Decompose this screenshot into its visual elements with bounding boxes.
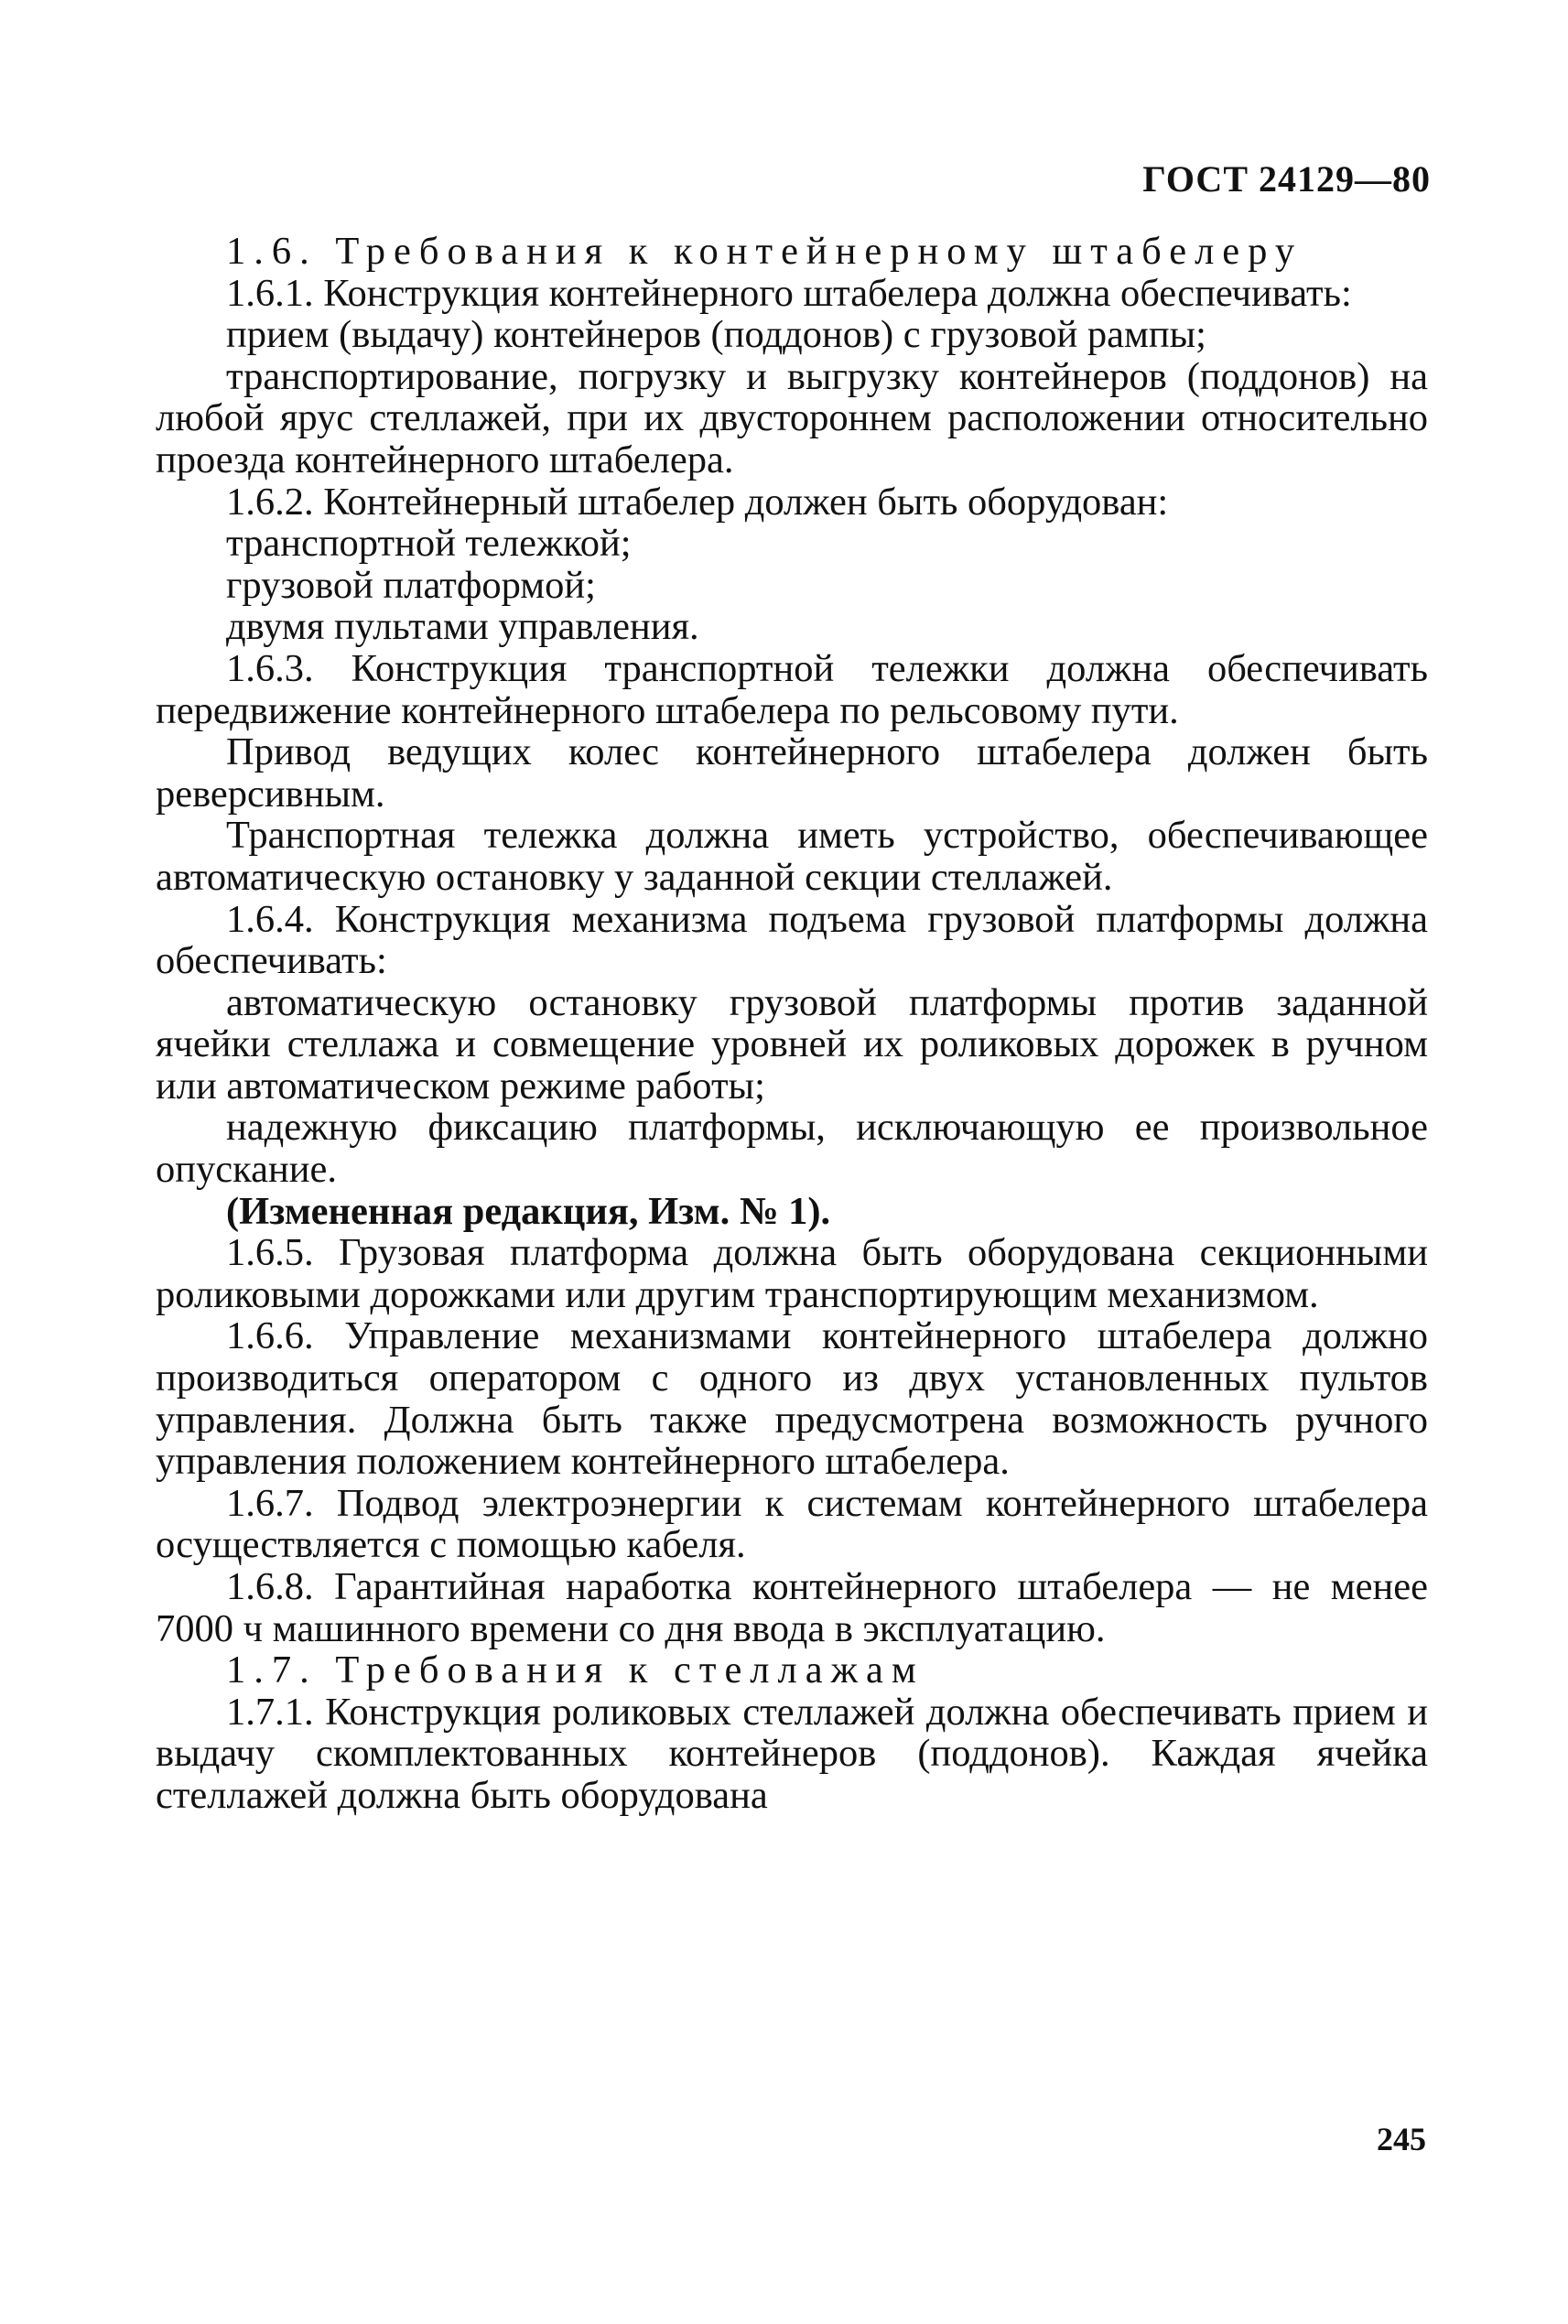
paragraph-1-6-4: 1.6.4. Конструкция механизма подъема грузовой платформы должна обеспечивать: <box>156 897 1428 983</box>
document-body <box>156 231 1428 1817</box>
paragraph-1-6-2: 1.6.2. Контейнерный штабелер должен быть оборудован: <box>226 480 1169 524</box>
list-item-platform: грузовой платформой; <box>226 563 596 607</box>
paragraph-1-6-3: 1.6.3. Конструкция транспортной тележки должна обеспечивать передвижение контейнерного штабелера по рельсовому пути. <box>156 646 1428 732</box>
paragraph-1-6-1: 1.6.1. Конструкция контейнерного штабелера должна обеспечивать: <box>226 271 1352 315</box>
section-heading-1-7: 1.7. Требования к стеллажам <box>226 1648 925 1692</box>
section-heading-1-6: 1.6. Требования к контейнерному штабелеру <box>226 230 1303 273</box>
paragraph-trolley-device: Транспортная тележка должна иметь устройство, обеспечивающее автоматическую остановку у заданной секции стеллажей. <box>156 814 1428 899</box>
amendment-note: (Измененная редакция, Изм. № 1). <box>226 1189 831 1233</box>
paragraph-1-6-7: 1.6.7. Подвод электроэнергии к системам контейнерного штабелера осуществляется с помощью кабеля. <box>156 1481 1428 1567</box>
paragraph-1-7-1: 1.7.1. Конструкция роликовых стеллажей должна обеспечивать прием и выдачу скомплектованных контейнеров (поддонов). Каждая ячейка стеллажей должна быть оборудована <box>156 1690 1428 1817</box>
page-number: 245 <box>1377 2121 1426 2157</box>
paragraph-1-6-5: 1.6.5. Грузовая платформа должна быть оборудована секционными роликовыми дорожками или другим транспортирующим механизмом. <box>156 1231 1428 1316</box>
list-item-fixation: надежную фиксацию платформы, исключающую ее произвольное опускание. <box>156 1106 1428 1192</box>
list-item-reception: прием (выдачу) контейнеров (поддонов) с грузовой рампы; <box>226 313 1206 357</box>
list-item-control-panels: двумя пультами управления. <box>226 605 699 649</box>
document-code-header: ГОСТ 24129—80 <box>1142 158 1431 200</box>
paragraph-1-6-8: 1.6.8. Гарантийная наработка контейнерного штабелера — не менее 7000 ч машинного времени со дня ввода в эксплуатацию. <box>156 1565 1428 1650</box>
paragraph-drive: Привод ведущих колес контейнерного штабелера должен быть реверсивным. <box>156 730 1428 816</box>
list-item-auto-stop: автоматическую остановку грузовой платформы против заданной ячейки стеллажа и совмещение уровней их роликовых дорожек в ручном или автоматическом режиме работы; <box>156 980 1428 1108</box>
list-item-transport: транспортирование, погрузку и выгрузку контейнеров (поддонов) на любой ярус стеллажей, при их двустороннем расположении относительно проезда контейнерного штабелера. <box>156 354 1428 481</box>
paragraph-1-6-6: 1.6.6. Управление механизмами контейнерного штабелера должно производиться оператором с одного из двух установленных пультов управления. Должна быть также предусмотрена возможность ручного управления положением контейнерного штабелера. <box>156 1314 1428 1484</box>
list-item-trolley: транспортной тележкой; <box>226 522 632 566</box>
